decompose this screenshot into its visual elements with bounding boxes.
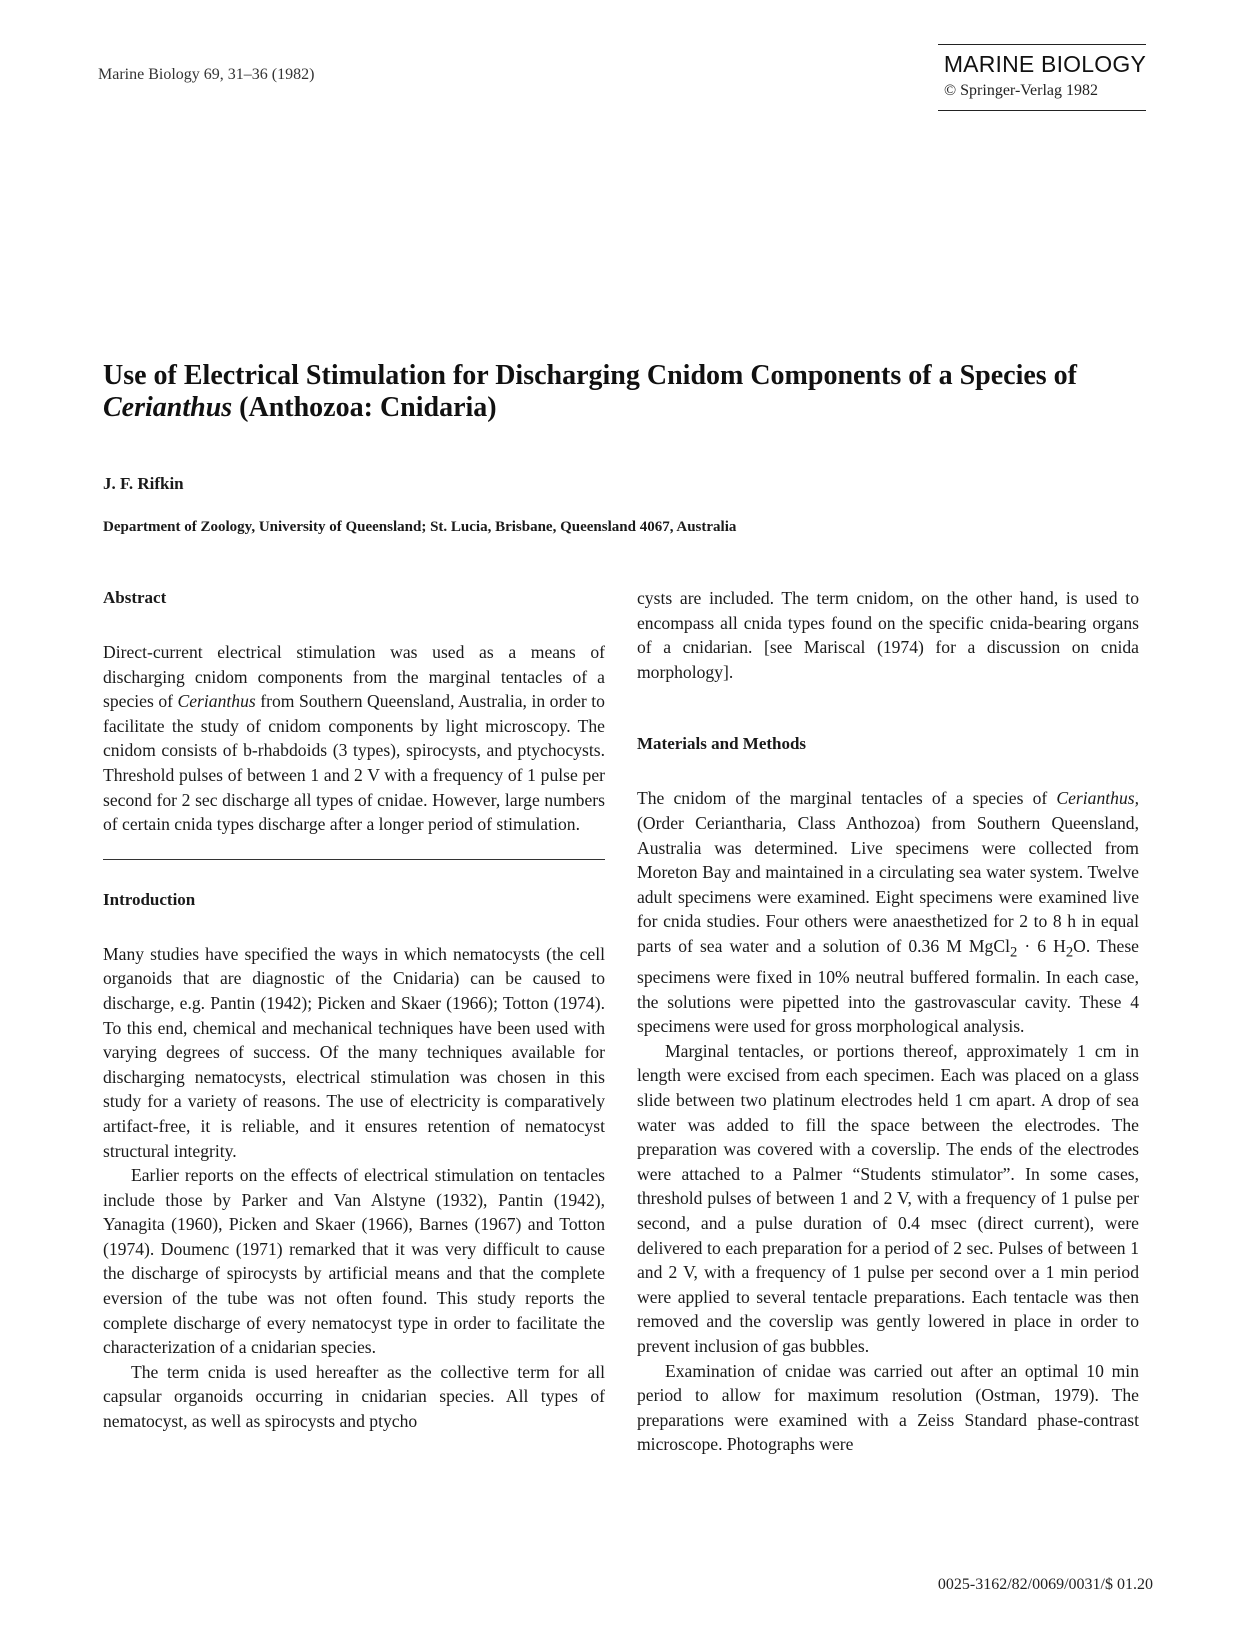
- intro-paragraph-3: The term cnida is used hereafter as the collective term for all capsular organoids occurring in cnidarian species. All types of nematocyst, as well as spirocysts and ptycho: [103, 1361, 605, 1432]
- continuation-spacer: [637, 684, 1139, 732]
- journal-masthead: [938, 44, 1146, 111]
- copyright-notice: © Springer-Verlag 1982: [944, 82, 1099, 99]
- section-divider: [103, 859, 605, 860]
- journal-name: MARINE BIOLOGY: [943, 51, 1146, 77]
- methods-paragraph-1: The cnidom of the marginal tentacles of a species of Cerianthus, (Order Ceriantharia, Class Anthozoa) from Southern Queensland, Australia was determined. Live specimens were collected from Moreton Bay and maintained in a circulating sea water system. Twelve adult specimens were examined. Eight specimens were examined live for cnida studies. Four others were anaesthetized for 2 to 8 h in equal parts of sea water and a solution of 0.36 M MgCl$_2$ · 6 $H_2O$. These specimens were fixed in 10% neutral buffered formalin. In each case, the solutions were pipetted into the gastrovascular cavity. These 4 specimens were used for gross morphological analysis.: [637, 788, 1139, 1037]
- methods-paragraph-3: Examination of cnidae was carried out after an optimal 10 min period to allow for maximum resolution (Ostman, 1979). The preparations were examined with a Zeiss Standard phase-contrast microscope. Photographs were: [637, 1360, 1139, 1455]
- abstract-heading: Abstract: [103, 588, 167, 607]
- intro-paragraph-1: Many studies have specified the ways in which nematocysts (the cell organoids that are diagnostic of the Cnidaria) can be caused to discharge, e.g. Pantin (1942); Picken and Skaer (1966); Totton (1974). To this end, chemical and mechanical techniques have been used with varying degrees of success. Of the many techniques available for discharging nematocysts, electrical stimulation was chosen in this study for a variety of reasons. The use of electricity is comparatively artifact-free, it is reliable, and it ensures retention of nematocyst structural integrity.: [103, 943, 605, 1161]
- journal-citation: Marine Biology 69, 31–36 (1982): [98, 66, 315, 83]
- methods-genus: Cerianthus,: [1056, 788, 1139, 809]
- abstract-genus: Cerianthus: [177, 691, 256, 712]
- right-column: [637, 586, 1139, 1457]
- masthead-rule-bottom: [938, 110, 1146, 111]
- masthead-rule-top: [938, 44, 1146, 45]
- intro-paragraph-2: Earlier reports on the effects of electrical stimulation on tentacles include those by Parker and Van Alstyne (1932), Pantin (1942), Yanagita (1960), Picken and Skaer (1966), Barnes (1967) and Totton (1974). Doumenc (1971) remarked that it was very difficult to cause the discharge of spirocysts by artificial means and that the complete eversion of the tube was not often found. This study reports the complete discharge of every nematocyst type in order to facilitate the characterization of a cnidarian species.: [103, 1165, 605, 1358]
- footer-issn-code: 0025-3162/82/0069/0031/$ 01.20: [937, 1576, 1153, 1593]
- author-name: J. F. Rifkin: [103, 474, 184, 493]
- methods-paragraph-2: Marginal tentacles, or portions thereof, approximately 1 cm in length were excised from each specimen. Each was placed on a glass slide between two platinum electrodes held 1 cm apart. A drop of sea water was added to fill the space between the electrodes. The preparation was covered with a coverslip. The ends of the electrodes were attached to a Palmer “Students stimulator”. In some cases, threshold pulses of between 1 and 2 V, with a frequency of 1 pulse per second, and a pulse duration of 0.4 msec (direct current), were delivered to each preparation for a period of 2 sec. Pulses of between 1 and 2 V, with a frequency of 1 pulse per second over a 1 min period were applied to several tentacle preparations. Each tentacle was then removed and the coverslip was gently lowered in place in order to prevent inclusion of gas bubbles.: [637, 1040, 1139, 1356]
- left-column: [103, 586, 605, 1434]
- author-affiliation: Department of Zoology, University of Queensland; St. Lucia, Brisbane, Queensland 4067, Australia: [103, 519, 737, 535]
- methods-heading: Materials and Methods: [637, 734, 807, 754]
- title-genus: Cerianthus: [103, 392, 233, 423]
- abstract-text: Direct-current electrical stimulation was used as a means of discharging cnidom components from the marginal tentacles of a species of Cerianthus from Southern Queensland, Australia, in order to facilitate the study of cnidom components by light microscopy. The cnidom consists of b-rhabdoids (3 types), spirocysts, and ptychocysts. Threshold pulses of between 1 and 2 V with a frequency of 1 pulse per second for 2 sec discharge all types of cnidae. However, large numbers of certain cnida types discharge after a longer period of stimulation.: [103, 642, 605, 835]
- article-title: [103, 360, 1103, 424]
- intro-paragraph-3-continued: cysts are included. The term cnidom, on the other hand, is used to encompass all cnida types found on the specific cnida-bearing organs of a cnidarian. [see Mariscal (1974) for a discussion on cnida morphology].: [637, 588, 1139, 682]
- introduction-heading: Introduction: [103, 889, 196, 909]
- title-text-end: (Anthozoa: Cnidaria): [232, 392, 497, 423]
- title-text-start: Use of Electrical Stimulation for Discharging Cnidom Components of a Species of: [103, 360, 1077, 391]
